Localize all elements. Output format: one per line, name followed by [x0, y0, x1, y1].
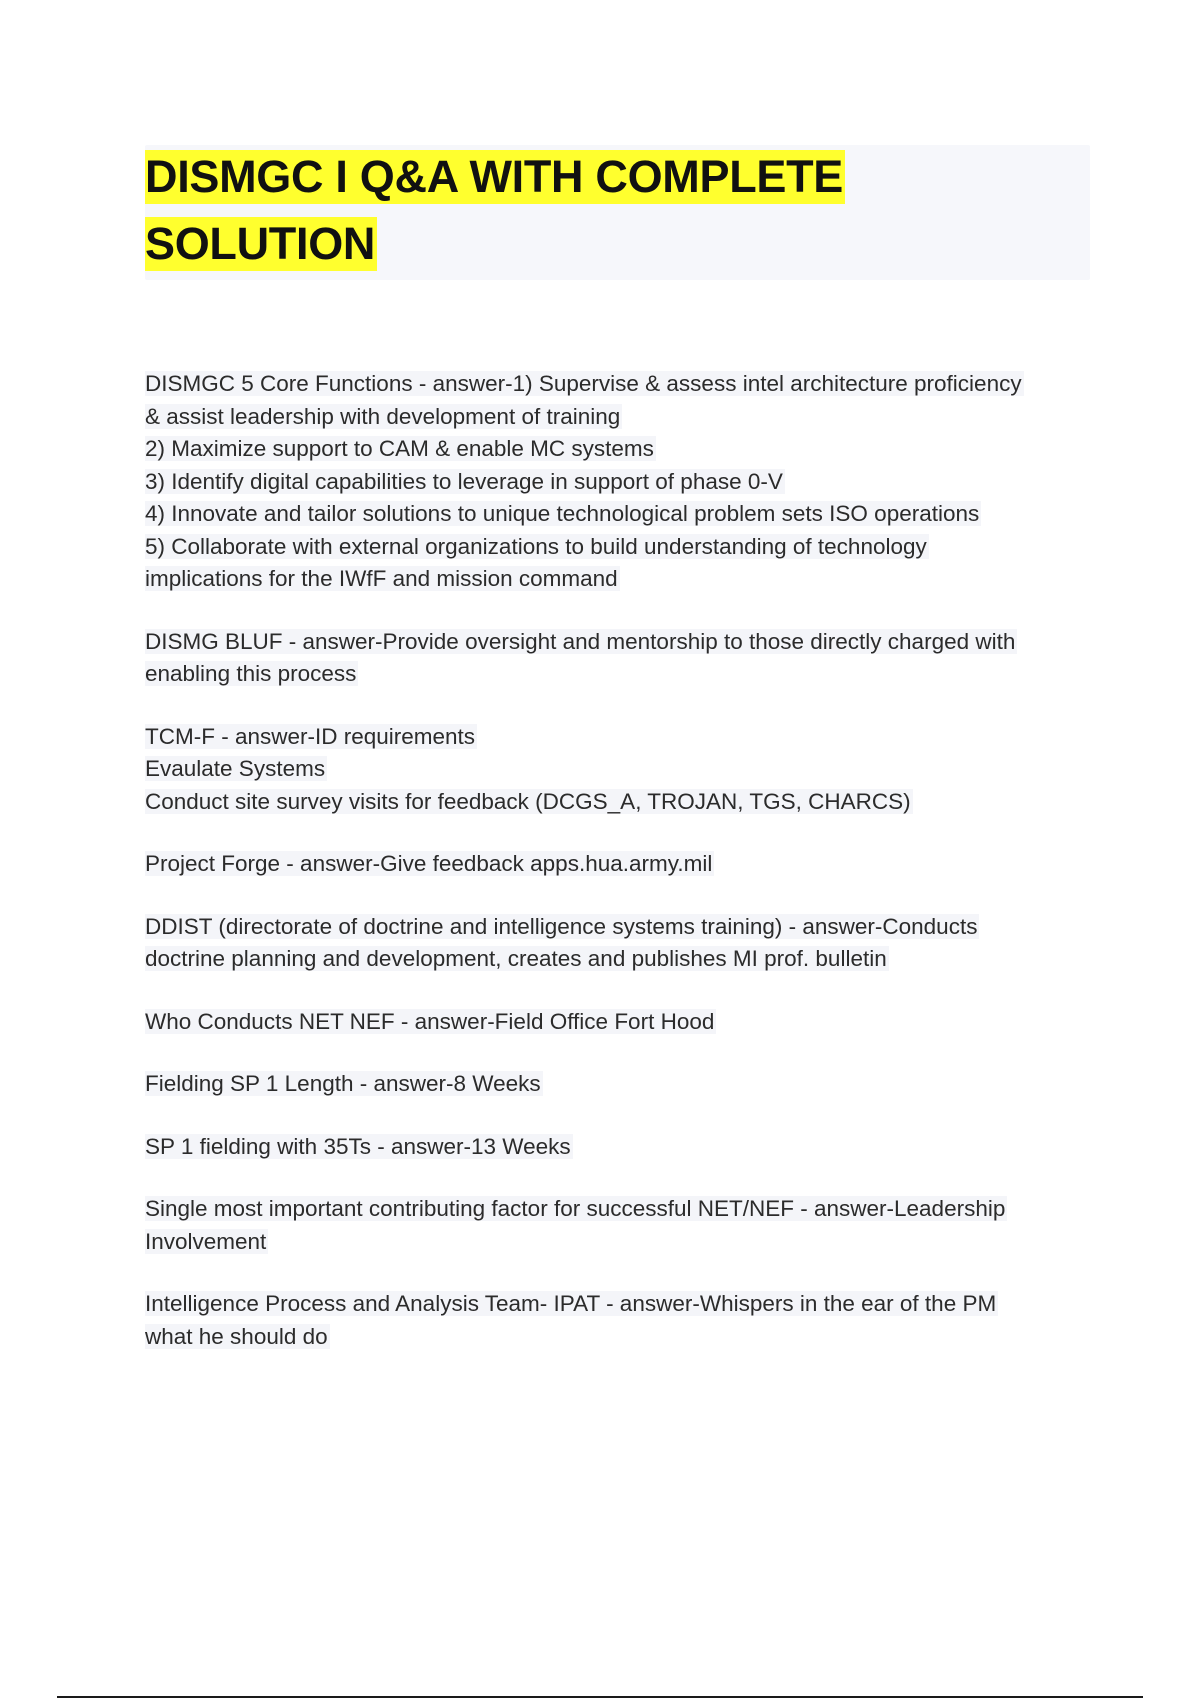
- qa-line-text: Conduct site survey visits for feedback (DCGS_A, TROJAN, TGS, CHARCS): [145, 788, 911, 814]
- qa-line: [145, 911, 1095, 944]
- qa-line-text: Who Conducts NET NEF - answer-Field Office Fort Hood: [145, 1008, 715, 1034]
- qa-line-text: Project Forge - answer-Give feedback apps.hua.army.mil: [145, 851, 713, 876]
- qa-line-text: doctrine planning and development, creates and publishes MI prof. bulletin: [145, 946, 887, 971]
- qa-line: [145, 498, 1095, 531]
- footer-divider: [57, 1696, 1143, 1698]
- qa-line-text: 2) Maximize support to CAM & enable MC systems: [145, 436, 654, 461]
- qa-line: [145, 368, 1095, 401]
- qa-item: [145, 848, 1095, 881]
- qa-line: [145, 563, 1095, 596]
- qa-line-text: Evaulate Systems: [145, 756, 326, 781]
- qa-line: [145, 848, 1095, 881]
- qa-line-text: 4) Innovate and tailor solutions to unique technological problem sets ISO operations: [145, 501, 980, 526]
- qa-line-text: Single most important contributing factor for successful NET/NEF - answer-Leadership: [145, 1196, 1006, 1221]
- qa-item: [145, 1193, 1095, 1258]
- qa-line: [145, 1321, 1095, 1354]
- qa-line: [145, 401, 1095, 434]
- qa-line-text: DDIST (directorate of doctrine and intelligence systems training) - answer-Conducts: [145, 913, 978, 939]
- qa-line: [145, 721, 1095, 754]
- qa-line: [145, 433, 1095, 466]
- qa-item: [145, 1068, 1095, 1101]
- qa-line: [145, 1131, 1095, 1164]
- qa-line: [145, 531, 1095, 564]
- qa-list: [145, 368, 1095, 1383]
- qa-line: [145, 466, 1095, 499]
- qa-line: [145, 1226, 1095, 1259]
- qa-line: [145, 753, 1095, 786]
- qa-line-text: enabling this process: [145, 661, 357, 686]
- qa-line-text: what he should do: [145, 1323, 328, 1349]
- qa-line-text: implications for the IWfF and mission command: [145, 566, 618, 591]
- qa-item: [145, 1288, 1095, 1353]
- qa-line-text: 3) Identify digital capabilities to leverage in support of phase 0-V: [145, 468, 783, 494]
- qa-item: [145, 911, 1095, 976]
- qa-line-text: Intelligence Process and Analysis Team- IPAT - answer-Whispers in the ear of the PM: [145, 1291, 997, 1316]
- qa-line-text: TCM-F - answer-ID requirements: [145, 723, 476, 749]
- qa-line-text: DISMGC 5 Core Functions - answer-1) Supervise & assess intel architecture proficiency: [145, 371, 1022, 396]
- qa-line: [145, 786, 1095, 819]
- qa-line-text: 5) Collaborate with external organizations to build understanding of technology: [145, 533, 927, 559]
- title-block: [145, 145, 1090, 280]
- qa-line: [145, 1006, 1095, 1039]
- qa-line: [145, 1193, 1095, 1226]
- qa-item: [145, 1131, 1095, 1164]
- qa-line: [145, 1288, 1095, 1321]
- qa-item: [145, 626, 1095, 691]
- qa-line: [145, 1068, 1095, 1101]
- qa-item: [145, 1006, 1095, 1039]
- qa-line: [145, 626, 1095, 659]
- page-title-line-2: SOLUTION: [145, 218, 376, 269]
- qa-item: [145, 368, 1095, 596]
- qa-item: [145, 721, 1095, 819]
- qa-line-text: Fielding SP 1 Length - answer-8 Weeks: [145, 1071, 541, 1096]
- qa-line-text: SP 1 fielding with 35Ts - answer-13 Weeks: [145, 1133, 571, 1159]
- page-title-line-1: DISMGC I Q&A WITH COMPLETE: [145, 151, 844, 202]
- qa-line: [145, 943, 1095, 976]
- qa-line: [145, 658, 1095, 691]
- qa-line-text: & assist leadership with development of training: [145, 403, 621, 429]
- qa-line-text: DISMG BLUF - answer-Provide oversight and mentorship to those directly charged with: [145, 628, 1016, 654]
- qa-line-text: Involvement: [145, 1228, 267, 1254]
